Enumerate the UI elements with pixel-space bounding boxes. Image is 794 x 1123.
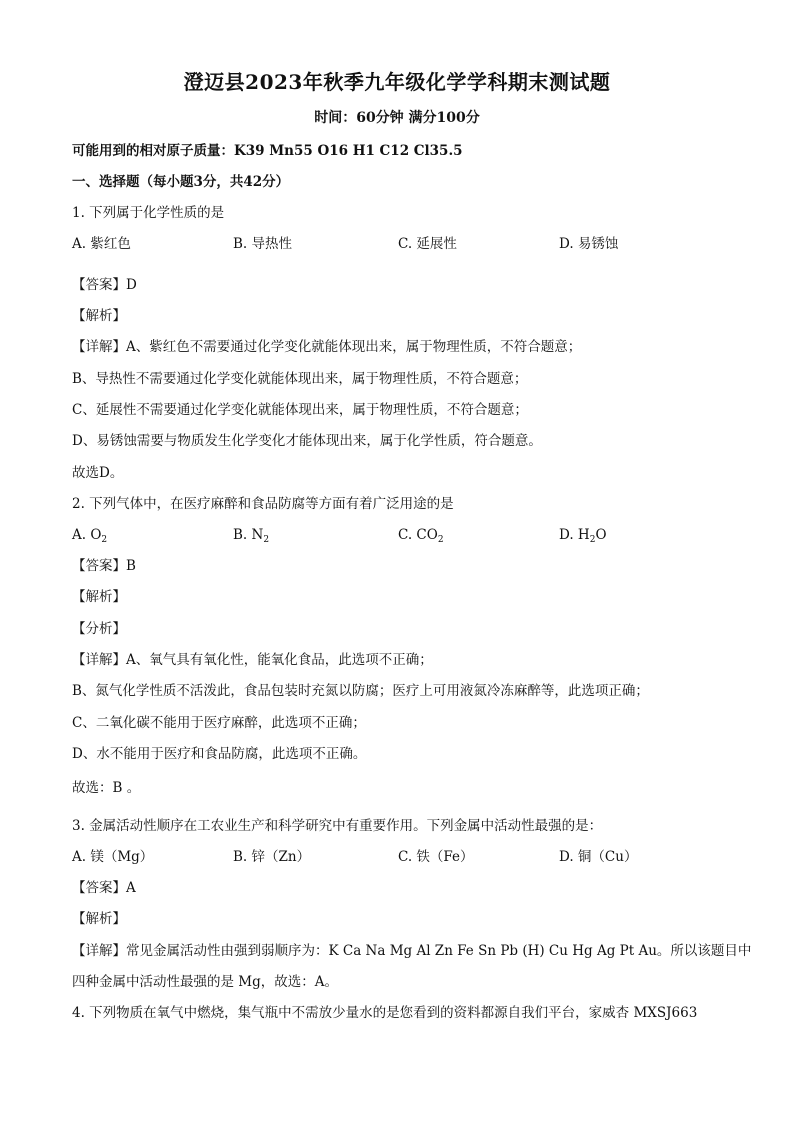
question-3-answer: 【答案】A — [72, 880, 136, 896]
question-1-detail-line: B、导热性不需要通过化学变化就能体现出来，属于物理性质，不符合题意； — [72, 371, 528, 387]
question-2-detail-line: C、二氧化碳不能用于医疗麻醉，此选项不正确； — [72, 715, 366, 731]
question-1-analysis-label: 【解析】 — [72, 308, 126, 324]
question-1-detail-line: 【详解】A、紫红色不需要通过化学变化就能体现出来，属于物理性质，不符合题意； — [72, 339, 582, 355]
question-1-conclusion: 故选D。 — [72, 465, 124, 481]
question-2-option-c: C. $CO_2$ — [398, 527, 444, 545]
question-3-option-a: A. 镁（Mg） — [72, 849, 154, 865]
question-1-option-a: A. 紫红色 — [72, 236, 131, 252]
question-1-detail-line: C、延展性不需要通过化学变化就能体现出来，属于物理性质，不符合题意； — [72, 402, 528, 418]
question-3-stem: 3. 金属活动性顺序在工农业生产和科学研究中有重要作用。下列金属中活动性最强的是： — [72, 818, 603, 834]
question-3-option-d: D. 铜（Cu） — [559, 849, 638, 865]
question-2-stem: 2. 下列气体中，在医疗麻醉和食品防腐等方面有着广泛用途的是 — [72, 496, 454, 512]
question-1-option-c: C. 延展性 — [398, 236, 457, 252]
exam-time-info: 时间：60分钟 满分100分 — [314, 110, 480, 126]
question-3-option-c: C. 铁（Fe） — [398, 849, 474, 865]
question-1-detail-line: D、易锈蚀需要与物质发生化学变化才能体现出来，属于化学性质，符合题意。 — [72, 433, 542, 449]
question-1-stem: 1. 下列属于化学性质的是 — [72, 205, 225, 221]
question-2-analysis-label: 【解析】 — [72, 589, 126, 605]
question-2-option-a: A. $O_2$ — [72, 527, 108, 545]
question-2-option-b: B. $N_2$ — [233, 527, 270, 545]
question-3-analysis-label: 【解析】 — [72, 911, 126, 927]
section-heading: 一、选择题（每小题3分，共42分） — [72, 174, 290, 190]
question-1-option-d: D. 易锈蚀 — [559, 236, 619, 252]
question-3-detail-line: 【详解】常见金属活动性由强到弱顺序为：K Ca Na Mg Al Zn Fe Sn Pb (H) Cu Hg Ag Pt Au。所以该题目中 — [72, 943, 752, 959]
question-2-option-d: D. $H_2O$ — [559, 527, 607, 545]
atomic-mass-line: 可能用到的相对原子质量：K39 Mn55 O16 H1 C12 Cl35.5 — [72, 143, 463, 159]
page-title: 澄迈县2023年秋季九年级化学学科期末测试题 — [183, 70, 611, 94]
question-4-stem: 4. 下列物质在氧气中燃烧，集气瓶中不需放少量水的是您看到的资料都源自我们平台，家威杏 MXSJ663 — [72, 1005, 698, 1021]
question-2-detail-line: D、水不能用于医疗和食品防腐，此选项不正确。 — [72, 746, 367, 762]
question-1-answer: 【答案】D — [72, 277, 137, 293]
question-2-detail-line: B、氮气化学性质不活泼此，食品包装时充氮以防腐；医疗上可用液氮冷冻麻醉等，此选项正确； — [72, 683, 649, 699]
question-2-detail-line: 【详解】A、氧气具有氧化性，能氧化食品，此选项不正确； — [72, 652, 433, 668]
question-1-option-b: B. 导热性 — [233, 236, 293, 252]
question-2-answer: 【答案】B — [72, 558, 136, 574]
question-2-fenxi-label: 【分析】 — [72, 621, 126, 637]
question-3-option-b: B. 锌（Zn） — [233, 849, 311, 865]
question-3-detail-line: 四种金属中活动性最强的是 Mg，故选：A。 — [72, 974, 339, 990]
question-2-conclusion: 故选：B 。 — [72, 780, 141, 796]
